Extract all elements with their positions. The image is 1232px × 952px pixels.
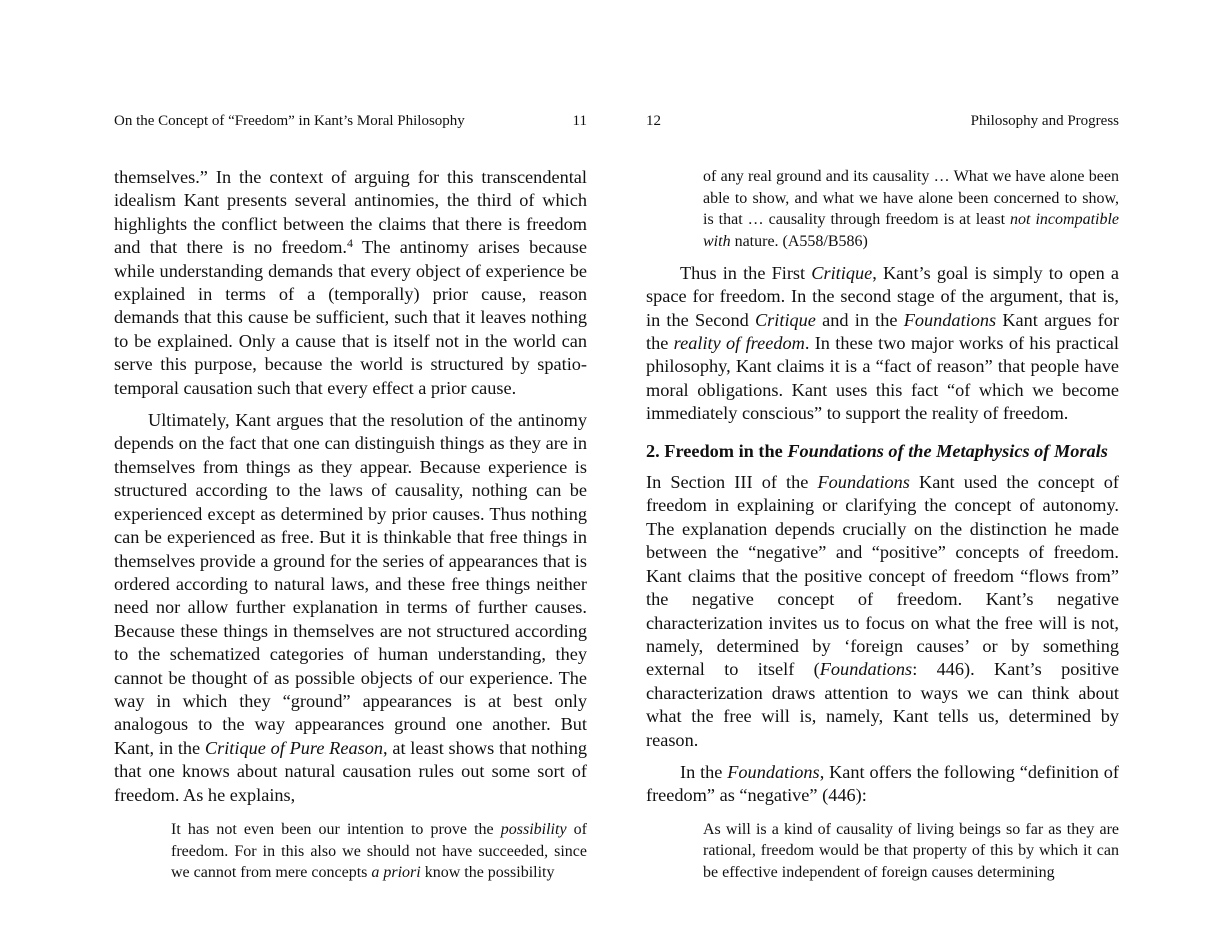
paragraph (114, 409, 587, 807)
italic-text: Critique (754, 309, 816, 330)
text-run: . In these two major works of his practical philosophy, Kant claims it is a “fact of reason” that people have moral obligations. Kant uses this fact “of which we become immediately conscious” to support the reality of freedom. (646, 333, 1119, 424)
italic-text: possibility (500, 820, 567, 838)
running-head-title: Philosophy and Progress (970, 113, 1119, 129)
text-run: of any real ground and its causality … What we have alone been able to show, and what we have alone been concerned to show, is that … causality through freedom is at least (703, 168, 1119, 229)
paragraph (646, 262, 1119, 426)
text-run: of freedom. For in this also we should not have succeeded, since we cannot from mere concepts (171, 820, 587, 882)
running-head-title: On the Concept of “Freedom” in Kant’s Moral Philosophy (114, 113, 465, 129)
italic-text: Critique (811, 262, 873, 283)
italic-text: not incompatible with (703, 211, 1120, 251)
page-number: 12 (646, 113, 661, 129)
text-run: , at least shows that nothing that one knows about natural causation rules out some sort of freedom. As he explains, (114, 737, 588, 805)
italic-text: Foundations (727, 761, 820, 782)
text-run: Ultimately, Kant argues that the resolution of the antinomy depends on the fact that one can distinguish things as they are in themselves from things as they appear. Because experience is structured according to the laws of causality, nothing can be experienced except as determined by prior causes. Thus nothing can be experienced as free. But it is thinkable that free things in themselves provide a ground for the series of appearances that is ordered according to natural laws, and these free things neither need nor allow further explanation in terms of further causes. Because these things in themselves are not structured according to the schematized categories of human understanding, they cannot be thought of as possible objects of our experience. The way in which they “ground” appearances is at best only analogous to the way appearances ground one another. But Kant, in the (114, 410, 587, 758)
paragraph (646, 761, 1119, 808)
text-run: Kant argues for the (646, 309, 1119, 354)
text-run: : 446). Kant’s positive characterization draws attention to ways we can think about what the free will is, namely, Kant tells us, determined by reason. (646, 659, 1119, 750)
italic-text: Foundations (819, 659, 913, 680)
footnote-ref: 4 (347, 236, 353, 251)
text-run: As will is a kind of causality of living beings so far as they are rational, freedom would be that property of this by which it can be effective independent of foreign causes determining (703, 820, 1119, 882)
paragraph (114, 166, 587, 400)
running-head-left (114, 111, 587, 131)
text-run: Kant used the concept of freedom in explaining or clarifying the concept of autonomy. The explanation depends crucially on the distinction he made between the “negative” and “positive” concepts of freedom. Kant claims that the positive concept of freedom “flows from” the negative concept of freedom. Kant’s negative characterization invites us to focus on what the free will is not, namely, determined by ‘foreign causes’ or by something external to itself ( (646, 472, 1119, 680)
page-number: 11 (572, 113, 587, 129)
block-quote (703, 819, 1119, 884)
paragraph (646, 471, 1119, 752)
text-run: know the possibility (420, 864, 555, 882)
text-run: nature. (A558/B586) (730, 233, 868, 251)
block-quote-continued (703, 166, 1119, 253)
text-run: In the (680, 761, 728, 782)
running-head-right (646, 111, 1119, 131)
text-run: Thus in the First (680, 262, 812, 283)
left-body-text (114, 166, 587, 893)
text-run: The antinomy arises because while understanding demands that every object of experience be explained in terms of a (temporally) prior cause, reason demands that this cause be sufficient, such that it leaves nothing to be explained. Only a cause that is itself not in the world can serve this purpose, because the world is structured by spatio-temporal causation such that every effect a prior cause. (114, 237, 587, 398)
right-body-text (646, 166, 1119, 893)
italic-text: Foundations (903, 309, 997, 330)
section-heading-prefix: 2. Freedom in the (646, 440, 788, 461)
text-run: and in the (815, 309, 904, 330)
text-run: , Kant offers the following “definition of freedom” as “negative” (446): (646, 761, 1119, 806)
italic-text: Critique of Pure Reason (204, 737, 384, 758)
text-run: themselves.” In the context of arguing for this transcendental idealism Kant presents several antinomies, the third of which highlights the conflict between the claims that there is freedom and that there is no freedom. (114, 167, 587, 258)
italic-text: a priori (371, 864, 421, 882)
text-run: In Section III of the (646, 472, 818, 493)
text-run: It has not even been our intention to prove the (171, 820, 501, 838)
block-quote (171, 819, 587, 884)
section-heading-title: Foundations of the Metaphysics of Morals (787, 440, 1108, 461)
text-run: , Kant’s goal is simply to open a space for freedom. In the second stage of the argument, that is, in the Second (646, 262, 1119, 330)
section-heading (646, 440, 1119, 463)
italic-text: Foundations (817, 472, 910, 493)
italic-text: reality of freedom (673, 333, 805, 354)
